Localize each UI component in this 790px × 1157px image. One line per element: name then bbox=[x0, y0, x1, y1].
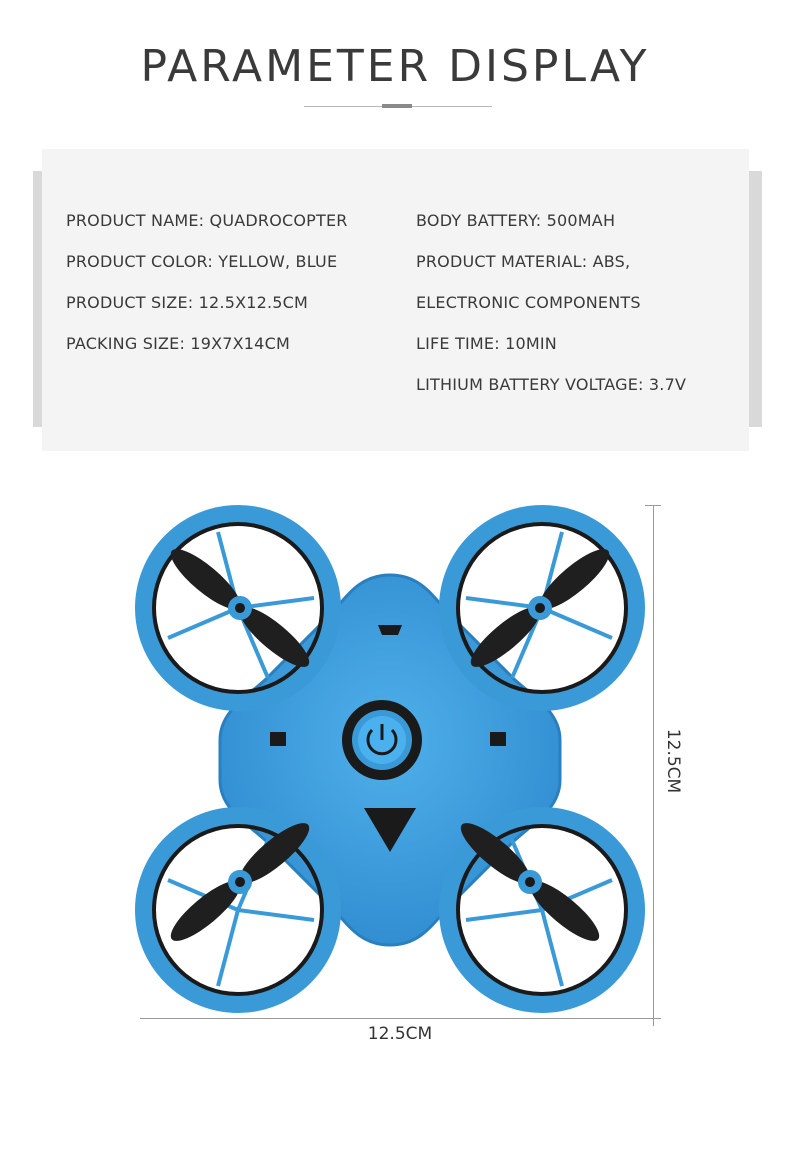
dimension-label-height: 12.5CM bbox=[663, 728, 683, 794]
spec-product-name: PRODUCT NAME: QUADROCOPTER bbox=[66, 211, 348, 230]
title-divider-accent bbox=[382, 104, 412, 108]
dimension-tick-top bbox=[645, 505, 661, 506]
spec-body-battery: BODY BATTERY: 500MAH bbox=[416, 211, 616, 230]
spec-battery-voltage: LITHIUM BATTERY VOLTAGE: 3.7V bbox=[416, 375, 687, 394]
spec-product-material: PRODUCT MATERIAL: ABS, bbox=[416, 252, 631, 271]
spec-product-size: PRODUCT SIZE: 12.5X12.5CM bbox=[66, 293, 309, 312]
spec-column-right bbox=[416, 198, 686, 403]
spec-column-left bbox=[66, 198, 348, 362]
dimension-line-vertical bbox=[653, 505, 654, 1026]
page-title: PARAMETER DISPLAY bbox=[140, 41, 650, 92]
dimension-line-horizontal bbox=[140, 1018, 660, 1019]
dimension-label-width: 12.5CM bbox=[367, 1024, 433, 1044]
spec-product-color: PRODUCT COLOR: YELLOW, BLUE bbox=[66, 252, 338, 271]
drone-image bbox=[120, 490, 660, 1030]
spec-life-time: LIFE TIME: 10MIN bbox=[416, 334, 557, 353]
spec-panel-shadow-right bbox=[749, 171, 762, 427]
dimension-tick-right bbox=[653, 1010, 654, 1026]
spec-product-material-cont: ELECTRONIC COMPONENTS bbox=[416, 293, 641, 312]
spec-packing-size: PACKING SIZE: 19X7X14CM bbox=[66, 334, 290, 353]
spec-panel-shadow-left bbox=[33, 171, 42, 427]
